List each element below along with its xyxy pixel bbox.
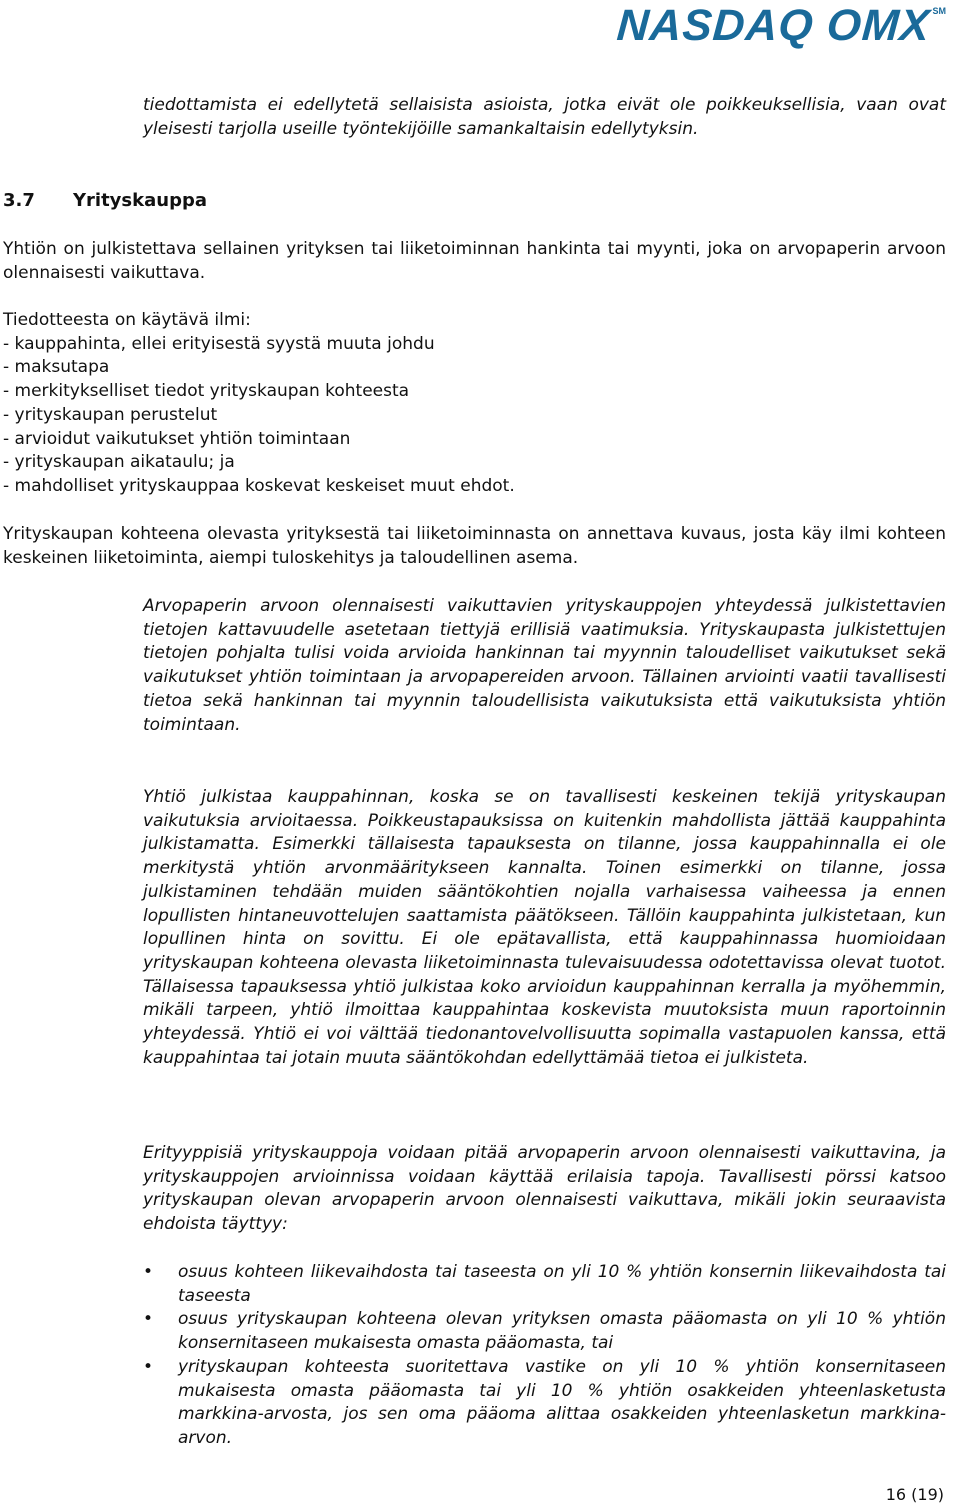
bullet-text: yrityskaupan kohteesta suoritettava vastike on yli 10 % yhtiön konsernitaseen mukaisesta omasta pääomasta tai yli 10 % yhtiön osakkeiden yhteenlasketusta markkina-arvosta, jos sen oma pääoma alittaa osakkeiden yhteenlasketun markkina-arvon. xyxy=(178,1356,946,1448)
bullet-icon: • xyxy=(143,1309,154,1330)
list-line: - merkitykselliset tiedot yrityskaupan kohteesta xyxy=(3,381,410,402)
list-line: - yrityskaupan aikataulu; ja xyxy=(3,452,235,473)
list-line: Tiedotteesta on käytävä ilmi: xyxy=(3,310,251,330)
list-line: - kauppahinta, ellei erityisestä syystä muuta johdu xyxy=(3,333,435,354)
criteria-bullet-list xyxy=(143,1261,946,1451)
list-line: - maksutapa xyxy=(3,357,110,378)
nasdaq-omx-logo xyxy=(617,2,946,50)
intro-paragraph: tiedottamista ei edellytetä sellaisista asioista, jotka eivät ole poikkeuksellisia, vaan ovat yleisesti tarjolla useille työntekijöille samankaltaisin edellytyksin. xyxy=(143,95,946,139)
guidance-paragraph-3: Erityyppisiä yrityskauppoja voidaan pitää arvopaperin arvoon olennaisesti vaikuttavina, ja yrityskauppojen arvioinnissa voidaan käyttää erilaisia tapoja. Tavallisesti pörssi katsoo yrityskaupan olevan arvopaperin arvoon olennaisesti vaikuttava, mikäli jokin seuraavista ehdoista täyttyy: xyxy=(143,1143,946,1235)
paragraph-2: Yrityskaupan kohteena olevasta yrityksestä tai liiketoiminnasta on annettava kuvaus, josta käy ilmi kohteen keskeinen liiketoiminta, aiempi tuloskehitys ja taloudellinen asema. xyxy=(3,524,946,568)
page-number: 16 (19) xyxy=(885,1485,944,1504)
paragraph-1: Yhtiön on julkistettava sellainen yrityksen tai liiketoiminnan hankinta tai myynti, joka on arvopaperin arvoon olennaisesti vaikuttava. xyxy=(3,239,946,283)
guidance-paragraph-2: Yhtiö julkistaa kauppahinnan, koska se on tavallisesti keskeinen tekijä yrityskaupan vaikutuksia arvioitaessa. Poikkeustapauksissa on kuitenkin mahdollista jättää kauppahinta julkistamatta. Esimerkki tällaisesta tapauksesta on tilanne, jossa kauppahinnalla ei ole merkitystä yhtiön arvonmääritykseen kannalta. Toinen esimerkki on tilanne, jossa julkistaminen tehdään muiden sääntökohtien nojalla varhaisessa vaiheessa ja ennen lopullisten hintaneuvottelujen saattamista päätökseen. Tällöin kauppahinta julkistetaan, kun lopullinen hinta on sovittu. Ei ole epätavallista, että kauppahinnassa huomioidaan yrityskaupan kohteena olevasta liiketoiminnasta tulevaisuudessa odotettavissa olevat tuotot. Tällaisessa tapauksessa yhtiö julkistaa koko arvioidun kauppahinnan kerralla ja myöhemmin, mikäli tarpeen, yhtiö ilmoittaa kauppahintaa koskevista muutoksista muun raportoinnin yhteydessä. Yhtiö ei voi välttää tiedonantovelvollisuutta sopimalla vastapuolen kanssa, että kauppahintaa tai jotain muuta sääntökohdan edellyttämää tietoa ei julkisteta. xyxy=(143,787,946,1068)
requirements-list xyxy=(3,309,946,499)
list-line: - yrityskaupan perustelut xyxy=(3,404,218,425)
bullet-text: osuus kohteen liikevaihdosta tai taseesta on yli 10 % yhtiön konsernin liikevaihdosta tai taseesta xyxy=(178,1262,946,1306)
logo-service-mark: SM xyxy=(932,6,946,16)
bullet-text: osuus yrityskaupan kohteena olevan yrityksen omasta pääomasta on yli 10 % yhtiön konsernitaseen mukaisesta omasta pääomasta, tai xyxy=(178,1309,946,1354)
list-item xyxy=(143,1356,946,1451)
section-number: 3.7 xyxy=(3,190,35,211)
section-heading xyxy=(3,186,207,216)
bullet-icon: • xyxy=(143,1262,154,1282)
list-line: - arvioidut vaikutukset yhtiön toimintaan xyxy=(3,428,351,449)
list-line: - mahdolliset yrityskauppaa koskevat keskeiset muut ehdot. xyxy=(3,475,515,496)
list-item xyxy=(143,1261,946,1308)
logo-text: NASDAQ OMX xyxy=(615,1,933,50)
section-title: Yrityskauppa xyxy=(73,190,207,211)
bullet-icon: • xyxy=(143,1356,154,1377)
list-item xyxy=(143,1308,946,1355)
guidance-paragraph-1: Arvopaperin arvoon olennaisesti vaikuttavien yrityskauppojen yhteydessä julkistettavien tietojen kattavuudelle asetetaan tiettyjä erillisiä vaatimuksia. Yrityskaupasta julkistettujen tietojen pohjalta tulisi voida arvioida hankinnan tai myynnin taloudelliset vaikutukset sekä vaikutukset yhtiön toimintaan ja arvopapereiden arvoon. Tällainen arviointi vaatii tavallisesti tietoa sekä hankinnan tai myynnin taloudellisista vaikutuksista että vaikutuksista yhtiön toimintaan. xyxy=(143,596,946,735)
